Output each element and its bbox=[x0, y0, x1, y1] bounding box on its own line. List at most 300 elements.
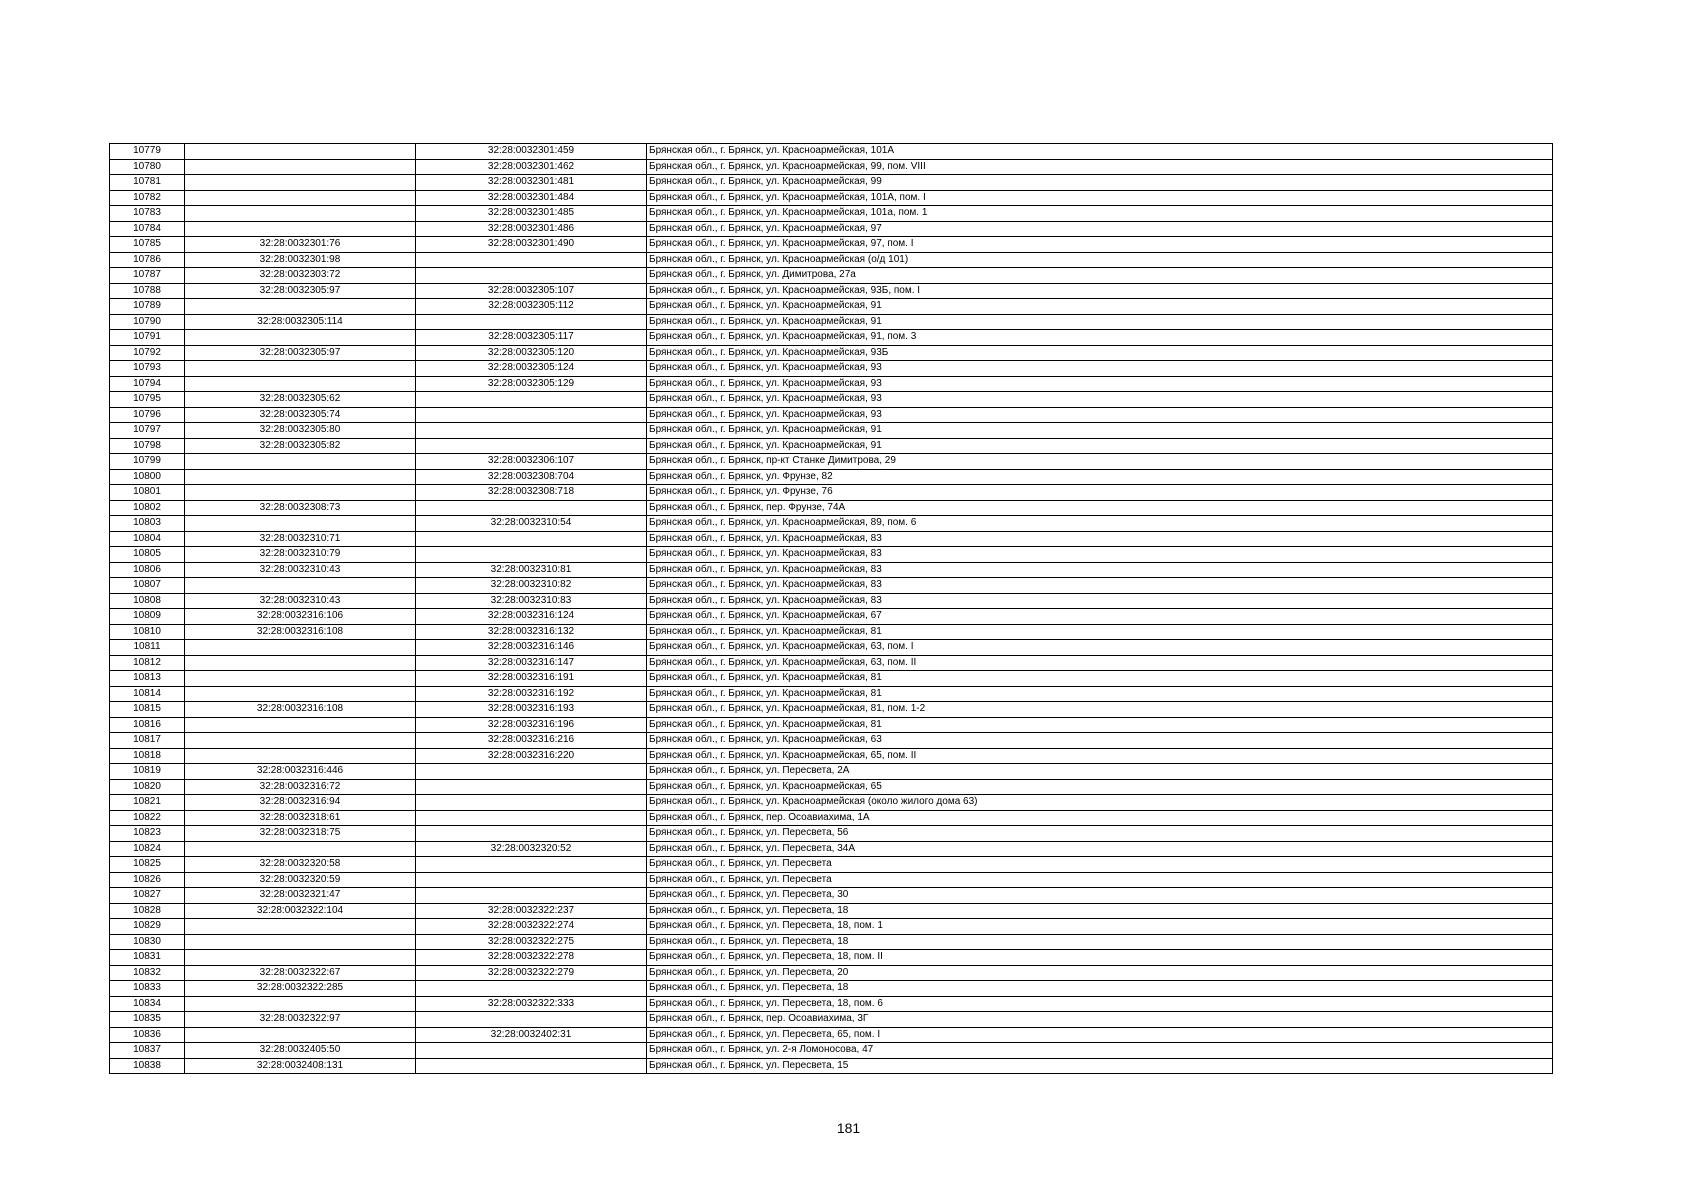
cadastral-number-cell: 32:28:0032305:97 bbox=[185, 283, 416, 299]
row-number-cell: 10801 bbox=[110, 485, 185, 501]
cadastral-number-cell bbox=[185, 950, 416, 966]
table-row bbox=[110, 950, 1553, 966]
object-cadastral-number-cell: 32:28:0032322:237 bbox=[416, 903, 647, 919]
table-row bbox=[110, 314, 1553, 330]
table-row bbox=[110, 609, 1553, 625]
cadastral-number-cell bbox=[185, 361, 416, 377]
address-cell: Брянская обл., г. Брянск, ул. Пересвета, 18, пом. 6 bbox=[647, 996, 1553, 1012]
table-row bbox=[110, 965, 1553, 981]
address-cell: Брянская обл., г. Брянск, ул. Пересвета, 20 bbox=[647, 965, 1553, 981]
object-cadastral-number-cell: 32:28:0032316:216 bbox=[416, 733, 647, 749]
address-cell: Брянская обл., г. Брянск, ул. Красноармейская, 91 bbox=[647, 438, 1553, 454]
table-row bbox=[110, 423, 1553, 439]
cadastral-number-cell: 32:28:0032303:72 bbox=[185, 268, 416, 284]
cadastral-number-cell: 32:28:0032320:59 bbox=[185, 872, 416, 888]
row-number-cell: 10782 bbox=[110, 190, 185, 206]
object-cadastral-number-cell: 32:28:0032322:274 bbox=[416, 919, 647, 935]
row-number-cell: 10833 bbox=[110, 981, 185, 997]
address-cell: Брянская обл., г. Брянск, ул. Красноармейская, 65 bbox=[647, 779, 1553, 795]
object-cadastral-number-cell: 32:28:0032320:52 bbox=[416, 841, 647, 857]
address-cell: Брянская обл., г. Брянск, ул. Красноармейская, 93 bbox=[647, 392, 1553, 408]
row-number-cell: 10829 bbox=[110, 919, 185, 935]
cadastral-number-cell bbox=[185, 469, 416, 485]
address-cell: Брянская обл., г. Брянск, пер. Осоавиахима, 3Г bbox=[647, 1012, 1553, 1028]
table-row bbox=[110, 562, 1553, 578]
table-row bbox=[110, 345, 1553, 361]
table-row bbox=[110, 1012, 1553, 1028]
cadastral-number-cell: 32:28:0032318:75 bbox=[185, 826, 416, 842]
address-cell: Брянская обл., г. Брянск, ул. Красноармейская, 93Б bbox=[647, 345, 1553, 361]
table-row bbox=[110, 717, 1553, 733]
object-cadastral-number-cell: 32:28:0032322:275 bbox=[416, 934, 647, 950]
object-cadastral-number-cell bbox=[416, 500, 647, 516]
table-row bbox=[110, 795, 1553, 811]
cadastral-number-cell: 32:28:0032405:50 bbox=[185, 1043, 416, 1059]
row-number-cell: 10797 bbox=[110, 423, 185, 439]
object-cadastral-number-cell: 32:28:0032322:278 bbox=[416, 950, 647, 966]
table-row bbox=[110, 500, 1553, 516]
table-row bbox=[110, 361, 1553, 377]
address-cell: Брянская обл., г. Брянск, ул. Пересвета, 18, пом. 1 bbox=[647, 919, 1553, 935]
address-cell: Брянская обл., г. Брянск, ул. Красноармейская, 91 bbox=[647, 314, 1553, 330]
row-number-cell: 10838 bbox=[110, 1058, 185, 1074]
object-cadastral-number-cell: 32:28:0032305:112 bbox=[416, 299, 647, 315]
table-row bbox=[110, 919, 1553, 935]
table-row bbox=[110, 826, 1553, 842]
row-number-cell: 10785 bbox=[110, 237, 185, 253]
row-number-cell: 10798 bbox=[110, 438, 185, 454]
address-cell: Брянская обл., г. Брянск, пер. Осоавиахима, 1А bbox=[647, 810, 1553, 826]
cadastral-number-cell: 32:28:0032301:98 bbox=[185, 252, 416, 268]
table-row bbox=[110, 159, 1553, 175]
address-cell: Брянская обл., г. Брянск, ул. Пересвета, 2А bbox=[647, 764, 1553, 780]
cadastral-number-cell bbox=[185, 485, 416, 501]
cadastral-number-cell: 32:28:0032310:43 bbox=[185, 562, 416, 578]
cadastral-number-cell: 32:28:0032310:43 bbox=[185, 593, 416, 609]
row-number-cell: 10828 bbox=[110, 903, 185, 919]
address-cell: Брянская обл., г. Брянск, ул. Красноармейская, 65, пом. II bbox=[647, 748, 1553, 764]
row-number-cell: 10825 bbox=[110, 857, 185, 873]
object-cadastral-number-cell: 32:28:0032305:107 bbox=[416, 283, 647, 299]
object-cadastral-number-cell: 32:28:0032301:481 bbox=[416, 175, 647, 191]
address-cell: Брянская обл., г. Брянск, ул. Пересвета, 56 bbox=[647, 826, 1553, 842]
row-number-cell: 10804 bbox=[110, 531, 185, 547]
row-number-cell: 10787 bbox=[110, 268, 185, 284]
table-row bbox=[110, 1027, 1553, 1043]
table-row bbox=[110, 640, 1553, 656]
address-cell: Брянская обл., г. Брянск, ул. Красноармейская, 97, пом. I bbox=[647, 237, 1553, 253]
address-cell: Брянская обл., г. Брянск, ул. Красноармейская, 63 bbox=[647, 733, 1553, 749]
address-cell: Брянская обл., г. Брянск, ул. Красноармейская (около жилого дома 63) bbox=[647, 795, 1553, 811]
address-cell: Брянская обл., г. Брянск, ул. Красноармейская, 81 bbox=[647, 624, 1553, 640]
row-number-cell: 10819 bbox=[110, 764, 185, 780]
address-cell: Брянская обл., г. Брянск, ул. Фрунзе, 76 bbox=[647, 485, 1553, 501]
cadastral-number-cell: 32:28:0032316:106 bbox=[185, 609, 416, 625]
table-row bbox=[110, 144, 1553, 160]
address-cell: Брянская обл., г. Брянск, ул. Красноармейская, 63, пом. I bbox=[647, 640, 1553, 656]
address-cell: Брянская обл., г. Брянск, ул. Пересвета, 30 bbox=[647, 888, 1553, 904]
object-cadastral-number-cell: 32:28:0032305:120 bbox=[416, 345, 647, 361]
row-number-cell: 10815 bbox=[110, 702, 185, 718]
address-cell: Брянская обл., г. Брянск, ул. 2-я Ломоносова, 47 bbox=[647, 1043, 1553, 1059]
row-number-cell: 10806 bbox=[110, 562, 185, 578]
address-cell: Брянская обл., г. Брянск, ул. Пересвета, 18 bbox=[647, 903, 1553, 919]
address-cell: Брянская обл., г. Брянск, ул. Красноармейская, 101А, пом. I bbox=[647, 190, 1553, 206]
object-cadastral-number-cell: 32:28:0032316:220 bbox=[416, 748, 647, 764]
table-row bbox=[110, 190, 1553, 206]
table-row bbox=[110, 516, 1553, 532]
table-row bbox=[110, 888, 1553, 904]
row-number-cell: 10836 bbox=[110, 1027, 185, 1043]
row-number-cell: 10821 bbox=[110, 795, 185, 811]
object-cadastral-number-cell bbox=[416, 268, 647, 284]
address-cell: Брянская обл., г. Брянск, ул. Красноармейская, 83 bbox=[647, 593, 1553, 609]
row-number-cell: 10786 bbox=[110, 252, 185, 268]
row-number-cell: 10837 bbox=[110, 1043, 185, 1059]
object-cadastral-number-cell bbox=[416, 872, 647, 888]
address-cell: Брянская обл., г. Брянск, ул. Красноармейская, 91, пом. 3 bbox=[647, 330, 1553, 346]
cadastral-number-cell: 32:28:0032322:67 bbox=[185, 965, 416, 981]
table-row bbox=[110, 764, 1553, 780]
address-cell: Брянская обл., г. Брянск, ул. Красноармейская, 81 bbox=[647, 686, 1553, 702]
row-number-cell: 10813 bbox=[110, 671, 185, 687]
address-cell: Брянская обл., г. Брянск, ул. Красноармейская, 81, пом. 1-2 bbox=[647, 702, 1553, 718]
table-row bbox=[110, 872, 1553, 888]
object-cadastral-number-cell: 32:28:0032402:31 bbox=[416, 1027, 647, 1043]
table-row bbox=[110, 810, 1553, 826]
table-row bbox=[110, 686, 1553, 702]
cadastral-number-cell bbox=[185, 996, 416, 1012]
row-number-cell: 10784 bbox=[110, 221, 185, 237]
address-cell: Брянская обл., г. Брянск, ул. Пересвета, 15 bbox=[647, 1058, 1553, 1074]
row-number-cell: 10814 bbox=[110, 686, 185, 702]
row-number-cell: 10811 bbox=[110, 640, 185, 656]
row-number-cell: 10800 bbox=[110, 469, 185, 485]
cadastral-number-cell bbox=[185, 717, 416, 733]
address-cell: Брянская обл., г. Брянск, ул. Красноармейская, 83 bbox=[647, 578, 1553, 594]
row-number-cell: 10824 bbox=[110, 841, 185, 857]
cadastral-number-cell: 32:28:0032322:97 bbox=[185, 1012, 416, 1028]
page-number: 181 bbox=[836, 1120, 861, 1136]
cadastral-number-cell bbox=[185, 748, 416, 764]
table-row bbox=[110, 624, 1553, 640]
cadastral-number-cell bbox=[185, 578, 416, 594]
cadastral-number-cell: 32:28:0032318:61 bbox=[185, 810, 416, 826]
object-cadastral-number-cell bbox=[416, 764, 647, 780]
cadastral-number-cell: 32:28:0032320:58 bbox=[185, 857, 416, 873]
object-cadastral-number-cell bbox=[416, 795, 647, 811]
address-cell: Брянская обл., г. Брянск, ул. Пересвета, 18 bbox=[647, 981, 1553, 997]
row-number-cell: 10834 bbox=[110, 996, 185, 1012]
table-row bbox=[110, 903, 1553, 919]
cadastral-number-cell: 32:28:0032316:108 bbox=[185, 702, 416, 718]
address-cell: Брянская обл., г. Брянск, пер. Фрунзе, 74А bbox=[647, 500, 1553, 516]
cadastral-number-cell: 32:28:0032305:82 bbox=[185, 438, 416, 454]
table-row bbox=[110, 1058, 1553, 1074]
cadastral-number-cell: 32:28:0032305:74 bbox=[185, 407, 416, 423]
table-row bbox=[110, 841, 1553, 857]
table-row bbox=[110, 593, 1553, 609]
object-cadastral-number-cell: 32:28:0032305:124 bbox=[416, 361, 647, 377]
table-row bbox=[110, 330, 1553, 346]
cadastral-number-cell bbox=[185, 330, 416, 346]
cadastral-number-cell: 32:28:0032408:131 bbox=[185, 1058, 416, 1074]
table-row bbox=[110, 283, 1553, 299]
address-cell: Брянская обл., г. Брянск, ул. Пересвета, 18, пом. II bbox=[647, 950, 1553, 966]
cadastral-number-cell bbox=[185, 376, 416, 392]
row-number-cell: 10830 bbox=[110, 934, 185, 950]
object-cadastral-number-cell bbox=[416, 547, 647, 563]
cadastral-number-cell bbox=[185, 640, 416, 656]
address-cell: Брянская обл., г. Брянск, ул. Красноармейская, 97 bbox=[647, 221, 1553, 237]
object-cadastral-number-cell bbox=[416, 1043, 647, 1059]
table-row bbox=[110, 531, 1553, 547]
object-cadastral-number-cell bbox=[416, 438, 647, 454]
object-cadastral-number-cell: 32:28:0032310:83 bbox=[416, 593, 647, 609]
cadastral-number-cell: 32:28:0032310:71 bbox=[185, 531, 416, 547]
object-cadastral-number-cell: 32:28:0032308:704 bbox=[416, 469, 647, 485]
object-cadastral-number-cell: 32:28:0032310:82 bbox=[416, 578, 647, 594]
address-cell: Брянская обл., г. Брянск, ул. Пересвета, 65, пом. I bbox=[647, 1027, 1553, 1043]
object-cadastral-number-cell: 32:28:0032316:132 bbox=[416, 624, 647, 640]
table-row bbox=[110, 733, 1553, 749]
table-row bbox=[110, 392, 1553, 408]
cadastral-number-cell: 32:28:0032310:79 bbox=[185, 547, 416, 563]
cadastral-number-cell bbox=[185, 686, 416, 702]
row-number-cell: 10803 bbox=[110, 516, 185, 532]
object-cadastral-number-cell bbox=[416, 779, 647, 795]
table-row bbox=[110, 547, 1553, 563]
object-cadastral-number-cell: 32:28:0032305:117 bbox=[416, 330, 647, 346]
object-cadastral-number-cell bbox=[416, 1058, 647, 1074]
registry-table-body bbox=[110, 144, 1553, 1074]
row-number-cell: 10789 bbox=[110, 299, 185, 315]
table-row bbox=[110, 702, 1553, 718]
address-cell: Брянская обл., г. Брянск, ул. Красноармейская (о/д 101) bbox=[647, 252, 1553, 268]
row-number-cell: 10820 bbox=[110, 779, 185, 795]
row-number-cell: 10796 bbox=[110, 407, 185, 423]
row-number-cell: 10788 bbox=[110, 283, 185, 299]
address-cell: Брянская обл., г. Брянск, ул. Красноармейская, 83 bbox=[647, 562, 1553, 578]
table-row bbox=[110, 779, 1553, 795]
row-number-cell: 10781 bbox=[110, 175, 185, 191]
table-row bbox=[110, 671, 1553, 687]
row-number-cell: 10831 bbox=[110, 950, 185, 966]
cadastral-number-cell bbox=[185, 299, 416, 315]
table-row bbox=[110, 996, 1553, 1012]
address-cell: Брянская обл., г. Брянск, ул. Красноармейская, 93 bbox=[647, 361, 1553, 377]
address-cell: Брянская обл., г. Брянск, ул. Красноармейская, 91 bbox=[647, 299, 1553, 315]
cadastral-number-cell bbox=[185, 206, 416, 222]
row-number-cell: 10832 bbox=[110, 965, 185, 981]
cadastral-number-cell: 32:28:0032305:62 bbox=[185, 392, 416, 408]
row-number-cell: 10799 bbox=[110, 454, 185, 470]
cadastral-number-cell bbox=[185, 671, 416, 687]
row-number-cell: 10792 bbox=[110, 345, 185, 361]
address-cell: Брянская обл., г. Брянск, ул. Красноармейская, 89, пом. 6 bbox=[647, 516, 1553, 532]
object-cadastral-number-cell: 32:28:0032316:192 bbox=[416, 686, 647, 702]
table-row bbox=[110, 407, 1553, 423]
address-cell: Брянская обл., г. Брянск, ул. Красноармейская, 93 bbox=[647, 407, 1553, 423]
row-number-cell: 10817 bbox=[110, 733, 185, 749]
cadastral-number-cell: 32:28:0032316:94 bbox=[185, 795, 416, 811]
cadastral-number-cell bbox=[185, 841, 416, 857]
address-cell: Брянская обл., г. Брянск, ул. Красноармейская, 93 bbox=[647, 376, 1553, 392]
cadastral-number-cell bbox=[185, 919, 416, 935]
cadastral-number-cell bbox=[185, 159, 416, 175]
row-number-cell: 10807 bbox=[110, 578, 185, 594]
address-cell: Брянская обл., г. Брянск, ул. Красноармейская, 83 bbox=[647, 547, 1553, 563]
object-cadastral-number-cell bbox=[416, 407, 647, 423]
table-row bbox=[110, 268, 1553, 284]
cadastral-number-cell bbox=[185, 221, 416, 237]
object-cadastral-number-cell: 32:28:0032308:718 bbox=[416, 485, 647, 501]
cadastral-number-cell: 32:28:0032322:104 bbox=[185, 903, 416, 919]
object-cadastral-number-cell bbox=[416, 981, 647, 997]
row-number-cell: 10809 bbox=[110, 609, 185, 625]
object-cadastral-number-cell: 32:28:0032310:81 bbox=[416, 562, 647, 578]
table-row bbox=[110, 485, 1553, 501]
row-number-cell: 10802 bbox=[110, 500, 185, 516]
object-cadastral-number-cell: 32:28:0032316:191 bbox=[416, 671, 647, 687]
cadastral-number-cell: 32:28:0032308:73 bbox=[185, 500, 416, 516]
row-number-cell: 10835 bbox=[110, 1012, 185, 1028]
registry-table bbox=[109, 143, 1553, 1074]
cadastral-number-cell bbox=[185, 175, 416, 191]
object-cadastral-number-cell bbox=[416, 314, 647, 330]
object-cadastral-number-cell: 32:28:0032310:54 bbox=[416, 516, 647, 532]
address-cell: Брянская обл., г. Брянск, ул. Красноармейская, 101А bbox=[647, 144, 1553, 160]
cadastral-number-cell: 32:28:0032305:97 bbox=[185, 345, 416, 361]
row-number-cell: 10826 bbox=[110, 872, 185, 888]
object-cadastral-number-cell bbox=[416, 1012, 647, 1028]
row-number-cell: 10779 bbox=[110, 144, 185, 160]
object-cadastral-number-cell bbox=[416, 826, 647, 842]
cadastral-number-cell: 32:28:0032305:114 bbox=[185, 314, 416, 330]
address-cell: Брянская обл., г. Брянск, ул. Красноармейская, 101а, пом. 1 bbox=[647, 206, 1553, 222]
row-number-cell: 10816 bbox=[110, 717, 185, 733]
cadastral-number-cell bbox=[185, 1027, 416, 1043]
cadastral-number-cell bbox=[185, 733, 416, 749]
row-number-cell: 10812 bbox=[110, 655, 185, 671]
table-row bbox=[110, 469, 1553, 485]
table-row bbox=[110, 252, 1553, 268]
cadastral-number-cell: 32:28:0032316:108 bbox=[185, 624, 416, 640]
address-cell: Брянская обл., г. Брянск, ул. Красноармейская, 91 bbox=[647, 423, 1553, 439]
address-cell: Брянская обл., г. Брянск, ул. Димитрова, 27а bbox=[647, 268, 1553, 284]
object-cadastral-number-cell bbox=[416, 392, 647, 408]
cadastral-number-cell: 32:28:0032321:47 bbox=[185, 888, 416, 904]
cadastral-number-cell: 32:28:0032301:76 bbox=[185, 237, 416, 253]
cadastral-number-cell bbox=[185, 454, 416, 470]
object-cadastral-number-cell: 32:28:0032301:459 bbox=[416, 144, 647, 160]
object-cadastral-number-cell: 32:28:0032322:279 bbox=[416, 965, 647, 981]
table-row bbox=[110, 981, 1553, 997]
object-cadastral-number-cell: 32:28:0032306:107 bbox=[416, 454, 647, 470]
object-cadastral-number-cell: 32:28:0032301:462 bbox=[416, 159, 647, 175]
cadastral-number-cell: 32:28:0032316:72 bbox=[185, 779, 416, 795]
cadastral-number-cell bbox=[185, 144, 416, 160]
object-cadastral-number-cell bbox=[416, 888, 647, 904]
cadastral-number-cell: 32:28:0032316:446 bbox=[185, 764, 416, 780]
object-cadastral-number-cell: 32:28:0032301:485 bbox=[416, 206, 647, 222]
table-row bbox=[110, 237, 1553, 253]
table-row bbox=[110, 857, 1553, 873]
address-cell: Брянская обл., г. Брянск, ул. Красноармейская, 63, пом. II bbox=[647, 655, 1553, 671]
cadastral-number-cell bbox=[185, 190, 416, 206]
address-cell: Брянская обл., г. Брянск, ул. Пересвета, 18 bbox=[647, 934, 1553, 950]
table-row bbox=[110, 175, 1553, 191]
address-cell: Брянская обл., г. Брянск, ул. Красноармейская, 99, пом. VIII bbox=[647, 159, 1553, 175]
object-cadastral-number-cell: 32:28:0032301:490 bbox=[416, 237, 647, 253]
cadastral-number-cell: 32:28:0032322:285 bbox=[185, 981, 416, 997]
row-number-cell: 10794 bbox=[110, 376, 185, 392]
table-row bbox=[110, 438, 1553, 454]
row-number-cell: 10790 bbox=[110, 314, 185, 330]
row-number-cell: 10795 bbox=[110, 392, 185, 408]
table-row bbox=[110, 1043, 1553, 1059]
address-cell: Брянская обл., г. Брянск, ул. Красноармейская, 83 bbox=[647, 531, 1553, 547]
row-number-cell: 10818 bbox=[110, 748, 185, 764]
object-cadastral-number-cell: 32:28:0032305:129 bbox=[416, 376, 647, 392]
table-row bbox=[110, 206, 1553, 222]
row-number-cell: 10805 bbox=[110, 547, 185, 563]
row-number-cell: 10810 bbox=[110, 624, 185, 640]
object-cadastral-number-cell: 32:28:0032316:193 bbox=[416, 702, 647, 718]
cadastral-number-cell bbox=[185, 516, 416, 532]
table-row bbox=[110, 454, 1553, 470]
table-row bbox=[110, 376, 1553, 392]
address-cell: Брянская обл., г. Брянск, ул. Красноармейская, 93Б, пом. I bbox=[647, 283, 1553, 299]
object-cadastral-number-cell: 32:28:0032316:124 bbox=[416, 609, 647, 625]
row-number-cell: 10827 bbox=[110, 888, 185, 904]
object-cadastral-number-cell: 32:28:0032301:486 bbox=[416, 221, 647, 237]
address-cell: Брянская обл., г. Брянск, ул. Пересвета, 34А bbox=[647, 841, 1553, 857]
row-number-cell: 10783 bbox=[110, 206, 185, 222]
row-number-cell: 10808 bbox=[110, 593, 185, 609]
object-cadastral-number-cell bbox=[416, 252, 647, 268]
cadastral-number-cell: 32:28:0032305:80 bbox=[185, 423, 416, 439]
object-cadastral-number-cell bbox=[416, 857, 647, 873]
row-number-cell: 10791 bbox=[110, 330, 185, 346]
address-cell: Брянская обл., г. Брянск, ул. Пересвета bbox=[647, 872, 1553, 888]
table-row bbox=[110, 578, 1553, 594]
object-cadastral-number-cell: 32:28:0032322:333 bbox=[416, 996, 647, 1012]
table-row bbox=[110, 934, 1553, 950]
table-row bbox=[110, 299, 1553, 315]
object-cadastral-number-cell bbox=[416, 531, 647, 547]
row-number-cell: 10822 bbox=[110, 810, 185, 826]
table-row bbox=[110, 221, 1553, 237]
address-cell: Брянская обл., г. Брянск, ул. Фрунзе, 82 bbox=[647, 469, 1553, 485]
object-cadastral-number-cell: 32:28:0032316:196 bbox=[416, 717, 647, 733]
cadastral-number-cell bbox=[185, 934, 416, 950]
address-cell: Брянская обл., г. Брянск, ул. Красноармейская, 67 bbox=[647, 609, 1553, 625]
table-row bbox=[110, 655, 1553, 671]
address-cell: Брянская обл., г. Брянск, пр-кт Станке Димитрова, 29 bbox=[647, 454, 1553, 470]
object-cadastral-number-cell: 32:28:0032301:484 bbox=[416, 190, 647, 206]
row-number-cell: 10823 bbox=[110, 826, 185, 842]
address-cell: Брянская обл., г. Брянск, ул. Пересвета bbox=[647, 857, 1553, 873]
cadastral-number-cell bbox=[185, 655, 416, 671]
address-cell: Брянская обл., г. Брянск, ул. Красноармейская, 81 bbox=[647, 671, 1553, 687]
row-number-cell: 10793 bbox=[110, 361, 185, 377]
address-cell: Брянская обл., г. Брянск, ул. Красноармейская, 99 bbox=[647, 175, 1553, 191]
object-cadastral-number-cell: 32:28:0032316:147 bbox=[416, 655, 647, 671]
address-cell: Брянская обл., г. Брянск, ул. Красноармейская, 81 bbox=[647, 717, 1553, 733]
object-cadastral-number-cell bbox=[416, 423, 647, 439]
table-row bbox=[110, 748, 1553, 764]
